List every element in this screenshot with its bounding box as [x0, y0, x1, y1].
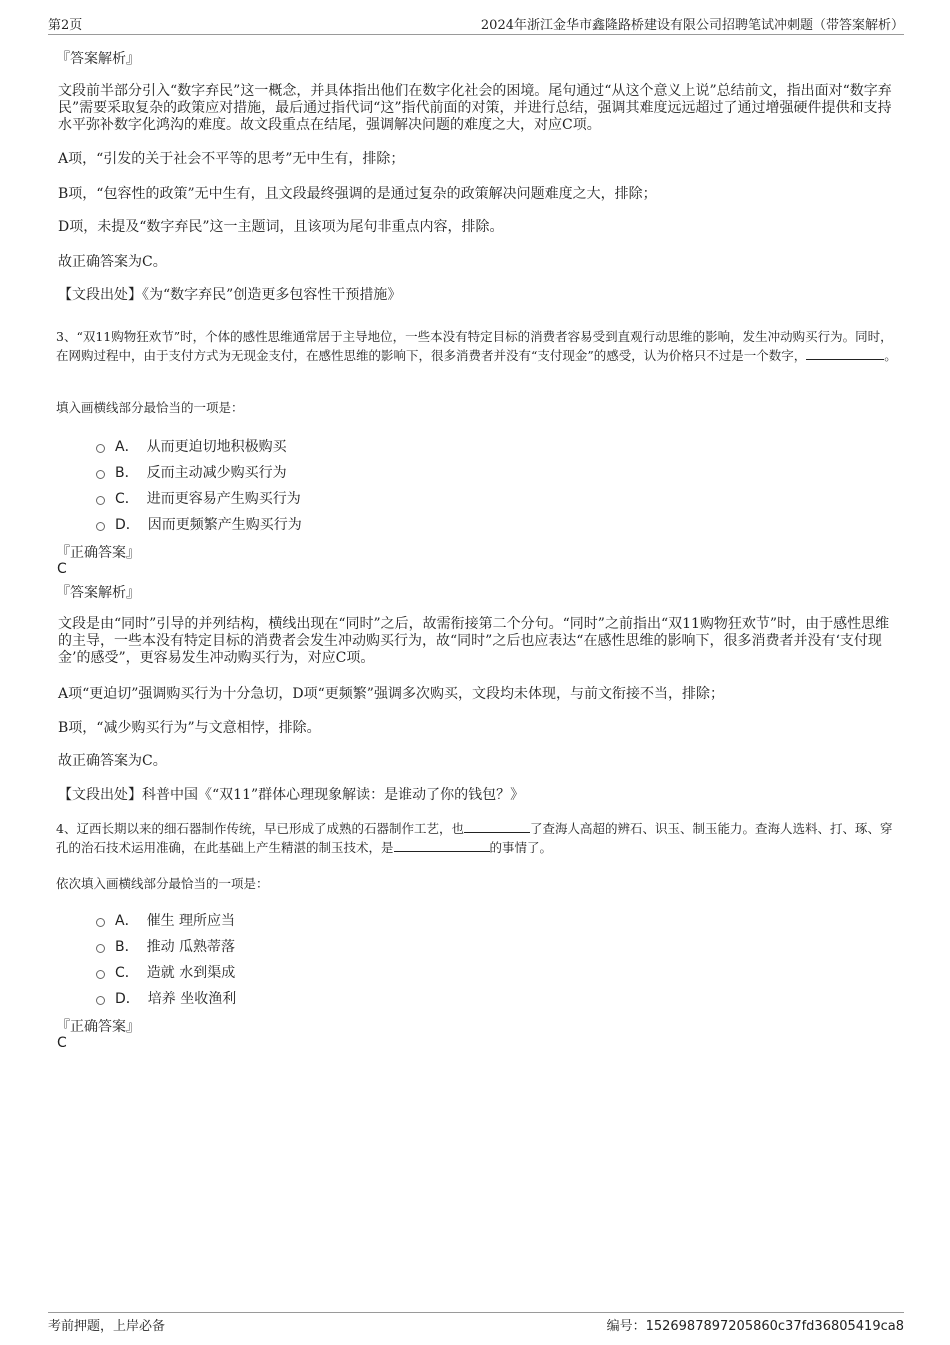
code-label: 编号：	[606, 1319, 646, 1334]
radio-icon[interactable]	[96, 496, 105, 505]
q4-option-b[interactable]: B． 推动 瓜熟蒂落	[96, 936, 235, 956]
q3-analysis-label: 『答案解析』	[56, 585, 140, 601]
q3-note-b: B项，“减少购买行为”与文意相悖，排除。	[58, 720, 321, 736]
page-number: 第2页	[48, 18, 83, 33]
radio-icon[interactable]	[96, 970, 105, 979]
q3-instruction: 填入画横线部分最恰当的一项是：	[56, 400, 244, 415]
q4-blank-2	[394, 839, 490, 852]
q2-conclusion: 故正确答案为C。	[58, 254, 167, 270]
q4-correct-answer: C	[57, 1035, 67, 1051]
document-code	[607, 1315, 904, 1334]
q4-stem	[56, 819, 902, 857]
q4-option-c[interactable]: C． 造就 水到渠成	[96, 962, 235, 982]
radio-icon[interactable]	[96, 944, 105, 953]
q3-blank	[806, 347, 884, 360]
q3-analysis-text: 文段是由“同时”引导的并列结构，横线出现在“同时”之后，故需衔接第二个分句。“同时”之前指出“双11购物狂欢节”时，由于感性思维的主导，一些本没有特定目标的消费者会发生冲动购买行为，故“同时”之后也应表达“在感性思维的影响下，很多消费者并没有‘支付现金’的感受”，更容易发生冲动购买行为，对应C项。	[58, 616, 890, 666]
q4-stem-text-3: 的事情了。	[489, 840, 553, 855]
q3-option-d[interactable]: D． 因而更频繁产生购买行为	[96, 514, 302, 534]
code-value: 1526987897205860c37fd36805419ca8	[645, 1319, 904, 1334]
document-title: 2024年浙江金华市鑫隆路桥建设有限公司招聘笔试冲刺题（带答案解析）	[480, 18, 904, 33]
q2-note-b: B项，“包容性的政策”无中生有，且文段最终强调的是通过复杂的政策解决问题难度之大，排除；	[58, 186, 657, 202]
q3-stem-text: 3、“双11购物狂欢节”时，个体的感性思维通常居于主导地位，一些本没有特定目标的消费者容易受到直观行动思维的影响，发生冲动购买行为。同时，在网购过程中，由于支付方式为无现金支付，在感性思维的影响下，很多消费者并没有“支付现金”的感受，认为价格只不过是一个数字，	[56, 329, 893, 363]
q3-stem	[56, 327, 902, 365]
q4-stem-text-2: 了查海人高超的辨石、识玉、制玉能力。查海人选料、打、琢、穿孔的治石技术运用准确，在此基础上产生精湛的制玉技术，是	[56, 821, 893, 855]
q4-option-d[interactable]: D． 培养 坐收渔利	[96, 988, 236, 1008]
radio-icon[interactable]	[96, 444, 105, 453]
q4-instruction: 依次填入画横线部分最恰当的一项是：	[56, 876, 269, 891]
q4-blank-1	[464, 820, 530, 833]
page-header	[48, 14, 904, 35]
q4-stem-text-1: 4、辽西长期以来的细石器制作传统，早已形成了成熟的石器制作工艺，也	[56, 821, 464, 836]
q3-stem-end: 。	[884, 348, 897, 363]
q4-correct-label: 『正确答案』	[56, 1019, 140, 1035]
q3-source: 【文段出处】科普中国《“双11”群体心理现象解读：是谁动了你的钱包？》	[58, 787, 525, 803]
q2-analysis-label: 『答案解析』	[56, 51, 140, 67]
q2-note-a: A项，“引发的关于社会不平等的思考”无中生有，排除；	[58, 151, 405, 167]
q3-option-b[interactable]: B． 反而主动减少购买行为	[96, 462, 287, 482]
q2-analysis-text: 文段前半部分引入“数字弃民”这一概念，并具体指出他们在数字化社会的困境。尾句通过“从这个意义上说”总结前文，指出面对“数字弃民”需要采取复杂的政策应对措施，最后通过指代词“这”指代前面的对策，并进行总结，强调其难度远远超过了通过增强硬件提供和支持水平弥补数字化鸿沟的难度。故文段重点在结尾，强调解决问题的难度之大，对应C项。	[58, 83, 892, 133]
page-footer	[48, 1312, 904, 1334]
q3-option-a[interactable]: A． 从而更迫切地积极购买	[96, 436, 287, 456]
radio-icon[interactable]	[96, 470, 105, 479]
q2-note-d: D项，未提及“数字弃民”这一主题词，且该项为尾句非重点内容，排除。	[58, 219, 504, 235]
q3-conclusion: 故正确答案为C。	[58, 753, 167, 769]
radio-icon[interactable]	[96, 918, 105, 927]
q2-source: 【文段出处】《为“数字弃民”创造更多包容性干预措施》	[58, 287, 402, 303]
q3-correct-label: 『正确答案』	[56, 545, 140, 561]
q3-note-ad: A项“更迫切”强调购买行为十分急切，D项“更频繁”强调多次购买，文段均未体现，与前文衔接不当，排除；	[58, 686, 724, 702]
q3-option-c[interactable]: C． 进而更容易产生购买行为	[96, 488, 301, 508]
radio-icon[interactable]	[96, 522, 105, 531]
q4-option-a[interactable]: A． 催生 理所应当	[96, 910, 235, 930]
q3-correct-answer: C	[57, 561, 67, 577]
footer-slogan: 考前押题，上岸必备	[48, 1319, 166, 1334]
radio-icon[interactable]	[96, 996, 105, 1005]
